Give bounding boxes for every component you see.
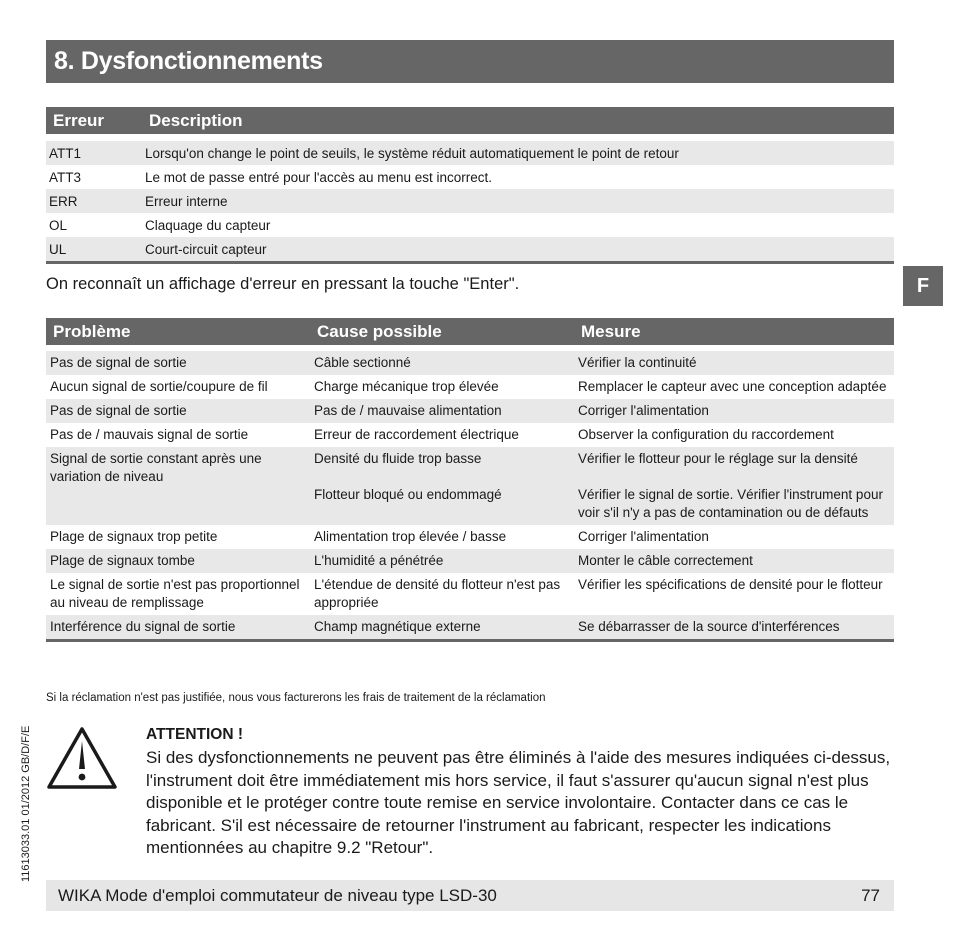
error-code: ATT3 — [49, 169, 82, 185]
header-description: Description — [149, 110, 243, 130]
table-row — [46, 399, 894, 423]
page-number: 77 — [861, 885, 880, 905]
error-code: OL — [49, 217, 68, 233]
table-row — [46, 525, 894, 549]
error-description: Erreur interne — [145, 193, 228, 209]
cause-item: Densité du fluide trop basse — [314, 451, 482, 466]
problem-cell: Le signal de sortie n'est pas proportionnel au niveau de remplissage — [50, 577, 300, 610]
error-description: Court-circuit capteur — [145, 241, 267, 257]
table-row — [46, 141, 894, 165]
measure-cell: Corriger l'alimentation — [578, 529, 709, 544]
cause-cell: L'humidité a pénétrée — [314, 553, 444, 568]
measure-cell: Remplacer le capteur avec une conception adaptée — [578, 379, 887, 394]
problem-table-header — [46, 318, 894, 345]
header-error: Erreur — [53, 110, 105, 130]
table-row — [46, 573, 894, 615]
table-row — [46, 423, 894, 447]
warning-title: ATTENTION ! — [146, 726, 244, 743]
problem-table-body — [46, 351, 894, 642]
header-problem: Problème — [53, 321, 131, 341]
table-row — [46, 447, 894, 525]
problem-cell: Interférence du signal de sortie — [50, 619, 236, 634]
cause-cell: Charge mécanique trop élevée — [314, 379, 499, 394]
error-code: ATT1 — [49, 145, 82, 161]
problem-cell: Pas de signal de sortie — [50, 403, 187, 418]
cause-cell: Erreur de raccordement électrique — [314, 427, 519, 442]
cause-cell: Alimentation trop élevée / basse — [314, 529, 507, 544]
table-row — [46, 375, 894, 399]
page-title: 8. Dysfonctionnements — [46, 40, 894, 83]
cause-cell: Pas de / mauvaise alimentation — [314, 403, 502, 418]
problem-cell: Pas de signal de sortie — [50, 355, 187, 370]
error-table-header — [46, 107, 894, 134]
document-code: 11613033.01 01/2012 GB/D/F/E — [20, 725, 32, 882]
cause-cell: Champ magnétique externe — [314, 619, 481, 634]
header-measure: Mesure — [581, 321, 641, 341]
table-row — [46, 549, 894, 573]
header-cause: Cause possible — [317, 321, 442, 341]
table-row — [46, 165, 894, 189]
cause-item: Flotteur bloqué ou endommagé — [314, 487, 502, 502]
measure-cell — [574, 450, 894, 522]
measure-cell: Vérifier la continuité — [578, 355, 697, 370]
table-row — [46, 189, 894, 213]
measure-cell: Vérifier les spécifications de densité pour le flotteur — [578, 577, 883, 592]
problem-table — [46, 318, 894, 642]
problem-cell: Plage de signaux tombe — [50, 553, 195, 568]
table-row — [46, 615, 894, 639]
footnote: Si la réclamation n'est pas justifiée, nous vous facturerons les frais de traitement de la réclamation — [46, 692, 546, 704]
error-description: Lorsqu'on change le point de seuils, le système réduit automatiquement le point de retour — [145, 145, 679, 161]
warning-text: Si des dysfonctionnements ne peuvent pas être éliminés à l'aide des mesures indiquées ci-dessus, l'instrument doit être immédiatement mis hors service, il faut s'assurer qu'aucun signal n'est plus disponible et le protéger contre toute remise en service involontaire. Contacter dans ce cas le fabricant. S'il est nécessaire de retourner l'instrument au fabricant, respecter les indications mentionnées au chapitre 9.2 "Retour". — [146, 748, 891, 857]
language-tab: F — [903, 266, 943, 306]
error-description: Claquage du capteur — [145, 217, 271, 233]
problem-cell: Aucun signal de sortie/coupure de fil — [50, 379, 268, 394]
error-table-body — [46, 141, 894, 264]
measure-cell: Monter le câble correctement — [578, 553, 753, 568]
measure-item: Vérifier le signal de sortie. Vérifier l'instrument pour voir s'il n'y a pas de contamination ou de défauts — [578, 487, 883, 520]
table-row — [46, 351, 894, 375]
cause-cell: L'étendue de densité du flotteur n'est pas appropriée — [314, 577, 561, 610]
table-row — [46, 213, 894, 237]
table-row — [46, 237, 894, 261]
measure-cell: Corriger l'alimentation — [578, 403, 709, 418]
cause-cell — [310, 450, 574, 522]
cause-cell: Câble sectionné — [314, 355, 411, 370]
problem-cell: Plage de signaux trop petite — [50, 529, 218, 544]
error-display-note: On reconnaît un affichage d'erreur en pressant la touche "Enter". — [46, 275, 520, 293]
measure-item: Vérifier le flotteur pour le réglage sur la densité — [578, 451, 858, 466]
error-description: Le mot de passe entré pour l'accès au menu est incorrect. — [145, 169, 493, 185]
footer-text: WIKA Mode d'emploi commutateur de niveau type LSD-30 — [58, 885, 497, 905]
measure-cell: Observer la configuration du raccordement — [578, 427, 834, 442]
problem-cell: Signal de sortie constant après une variation de niveau — [50, 451, 262, 484]
measure-cell: Se débarrasser de la source d'interférences — [578, 619, 840, 634]
error-table — [46, 107, 894, 264]
page-footer — [46, 880, 894, 911]
warning-triangle-icon — [46, 725, 118, 791]
error-code: UL — [49, 241, 67, 257]
error-code: ERR — [49, 193, 78, 209]
problem-cell: Pas de / mauvais signal de sortie — [50, 427, 249, 442]
